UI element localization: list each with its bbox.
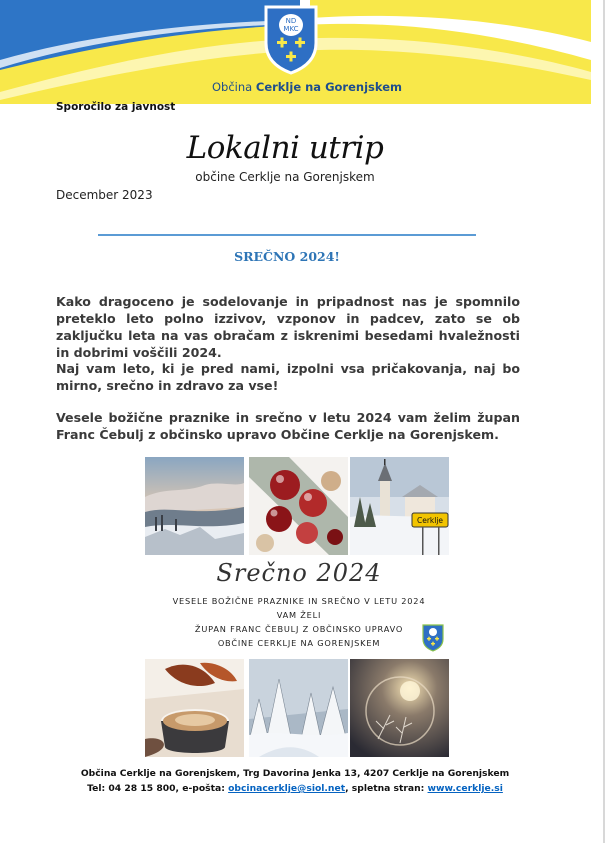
footer-web-label: , spletna stran: [345, 783, 428, 794]
municipality-crest-logo [262, 3, 320, 75]
municipality-prefix: Občina [212, 80, 256, 94]
newsletter-title: Lokalni utrip [186, 130, 384, 166]
municipality-name-bold: Cerklje na Gorenjskem [255, 80, 402, 94]
svg-text:MKC: MKC [283, 25, 299, 33]
winter-hills-photo [145, 457, 244, 555]
body-paragraph: Naj vam leto, ki je pred nami, izpolni vsa pričakovanja, naj bo mirno, srečno in zdravo za vse! [56, 361, 520, 393]
section-divider [98, 234, 476, 236]
footer-tel: Tel: 04 28 15 800, e-pošta: [87, 783, 229, 794]
card-title: Srečno 2024 [216, 559, 382, 587]
cerklje-sign: Cerklje [416, 516, 444, 525]
website-link[interactable]: www.cerklje.si [427, 783, 503, 794]
svg-text:ND: ND [285, 17, 297, 25]
headline: SREČNO 2024! [234, 249, 340, 264]
footer-contacts [60, 783, 530, 794]
press-release-label: Sporočilo za javnost [56, 101, 176, 113]
card-greeting-line: OBČINE CERKLJE NA GORENJSKEM [217, 638, 381, 648]
card-greeting-line: VAM ŽELI [276, 610, 322, 620]
footer-address: Občina Cerklje na Gorenjskem, Trg Davorina Jenka 13, 4207 Cerklje na Gorenjskem [80, 768, 510, 779]
card-greeting-line: VESELE BOŽIČNE PRAZNIKE IN SREČNO V LETU 2024 [172, 596, 426, 606]
snowy-church-village-photo [350, 457, 449, 555]
christmas-ornaments-photo [249, 457, 348, 555]
municipality-name [197, 80, 417, 94]
card-crest-logo [422, 624, 444, 652]
coffee-and-leaves-photo [145, 659, 244, 757]
email-link[interactable]: obcinacerklje@siol.net [228, 783, 346, 794]
body-paragraph: Vesele božične praznike in srečno v letu 2024 vam želim župan Franc Čebulj z občinsko upravo Občine Cerklje na Gorenjskem. [56, 410, 520, 442]
newsletter-subtitle: občine Cerklje na Gorenjskem [195, 170, 375, 184]
issue-date: December 2023 [56, 188, 153, 202]
greeting-card-image [145, 457, 453, 755]
frosted-bubble-photo [350, 659, 449, 757]
body-paragraph: Kako dragoceno je sodelovanje in pripadnost nas je spomnilo preteklo leto polno izzivov, vzponov in padcev, zato se ob zaključku leta na vas obračam z iskrenimi besedami hvaležnosti in dobrimi voščili 2024. [56, 294, 520, 360]
card-greeting-line: ŽUPAN FRANC ČEBULJ Z OBČINSKO UPRAVO [194, 624, 404, 634]
snowy-forest-photo [249, 659, 348, 757]
